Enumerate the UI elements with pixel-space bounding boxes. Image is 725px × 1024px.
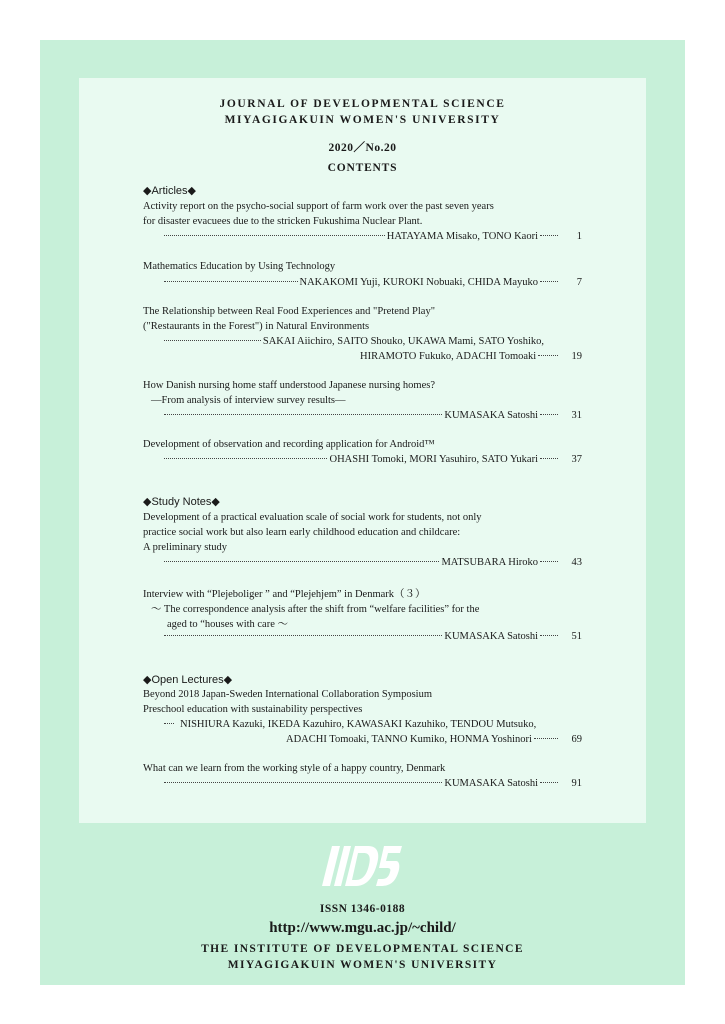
- toc-entry-line: [162, 778, 582, 789]
- leader-dots: [540, 635, 558, 636]
- entry-title-line: practice social work but also learn early childhood education and childcare:: [143, 527, 461, 538]
- entry-title-line: ～ The correspondence analysis after the shift from “welfare facilities” for the: [151, 604, 480, 615]
- leader-dots: [540, 782, 558, 783]
- entry-title-line: The Relationship between Real Food Experiences and "Pretend Play": [143, 306, 435, 317]
- leader-dots: [540, 281, 558, 282]
- entry-title-line: A preliminary study: [143, 542, 227, 553]
- toc-entry-line: [162, 277, 582, 288]
- toc-entry-line: [162, 231, 582, 242]
- leader-dots: [540, 458, 558, 459]
- section-study-notes: ◆Study Notes◆: [143, 496, 220, 508]
- entry-title-line: —From analysis of interview survey results—: [151, 395, 346, 406]
- entry-authors: HIRAMOTO Fukuko, ADACHI Tomoaki: [360, 351, 537, 362]
- page-number: 1: [576, 231, 582, 242]
- entry-title-line: for disaster evacuees due to the stricken Fukushima Nuclear Plant.: [143, 216, 423, 227]
- toc-entry-line: [162, 336, 544, 347]
- leader-dots: [164, 561, 439, 562]
- page-number: 31: [571, 410, 582, 421]
- leader-dots: [164, 723, 174, 724]
- institute-logo: [318, 842, 404, 888]
- entry-authors: MATSUBARA Hiroko: [441, 557, 538, 568]
- section-open-lectures: ◆Open Lectures◆: [143, 674, 233, 686]
- entry-title-line: Beyond 2018 Japan-Sweden International Collaboration Symposium: [143, 689, 432, 700]
- entry-authors: KUMASAKA Satoshi: [444, 778, 538, 789]
- issn: ISSN 1346-0188: [319, 903, 406, 915]
- page-number: 69: [571, 734, 582, 745]
- entry-title-line: How Danish nursing home staff understood Japanese nursing homes?: [143, 380, 436, 391]
- page-number: 43: [571, 557, 582, 568]
- toc-entry-line: [162, 557, 582, 568]
- institute-name: THE INSTITUTE OF DEVELOPMENTAL SCIENCE: [201, 943, 524, 955]
- page-number: 51: [571, 631, 582, 642]
- entry-title-line: Development of a practical evaluation scale of social work for students, not only: [143, 512, 482, 523]
- leader-dots: [164, 458, 327, 459]
- entry-authors: NISHIURA Kazuki, IKEDA Kazuhiro, KAWASAKI Kazuhiko, TENDOU Mutsuko,: [180, 719, 537, 730]
- leader-dots: [540, 561, 558, 562]
- entry-authors: OHASHI Tomoki, MORI Yasuhiro, SATO Yukari: [329, 454, 538, 465]
- leader-dots: [164, 235, 385, 236]
- entry-title-line: Development of observation and recording application for Android™: [143, 439, 435, 450]
- leader-dots: [540, 235, 558, 236]
- leader-dots: [164, 782, 442, 783]
- university-name: MIYAGIGAKUIN WOMEN'S UNIVERSITY: [224, 114, 501, 126]
- entry-title-line: aged to “houses with care ～: [167, 619, 289, 630]
- leader-dots: [164, 340, 261, 341]
- entry-title-line: What can we learn from the working style of a happy country, Denmark: [143, 763, 446, 774]
- entry-authors: NAKAKOMI Yuji, KUROKI Nobuaki, CHIDA Mayuko: [299, 277, 538, 288]
- leader-dots: [164, 635, 442, 636]
- entry-title-line: Mathematics Education by Using Technology: [143, 261, 336, 272]
- entry-authors: HATAYAMA Misako, TONO Kaori: [386, 231, 538, 242]
- entry-authors: SAKAI Aiichiro, SAITO Shouko, UKAWA Mami, SATO Yoshiko,: [262, 336, 544, 347]
- contents-heading: CONTENTS: [327, 162, 398, 174]
- page-number: 7: [576, 277, 582, 288]
- page-number: 19: [571, 351, 582, 362]
- leader-dots: [164, 281, 298, 282]
- toc-entry-line: [162, 410, 582, 421]
- entry-authors: ADACHI Tomoaki, TANNO Kumiko, HONMA Yoshinori: [286, 734, 532, 745]
- website-url[interactable]: http://www.mgu.ac.jp/~child/: [269, 920, 456, 936]
- page-number: 91: [571, 778, 582, 789]
- toc-entry-line: [162, 454, 582, 465]
- entry-title-line: Preschool education with sustainability perspectives: [143, 704, 363, 715]
- leader-dots: [540, 414, 558, 415]
- entry-title-line: Activity report on the psycho-social support of farm work over the past seven years: [143, 201, 494, 212]
- page-number: 37: [571, 454, 582, 465]
- leader-dots: [534, 738, 558, 739]
- journal-title: JOURNAL OF DEVELOPMENTAL SCIENCE: [219, 98, 506, 110]
- leader-dots: [164, 414, 442, 415]
- issue-number: 2020／No.20: [328, 142, 397, 154]
- entry-authors: KUMASAKA Satoshi: [444, 631, 538, 642]
- leader-dots: [538, 355, 558, 356]
- toc-entry-line: [286, 734, 582, 745]
- toc-entry-line: [360, 351, 582, 362]
- entry-title-line: Interview with “Plejeboliger ” and “Plejehjem” in Denmark（３）: [143, 589, 426, 600]
- entry-title-line: ("Restaurants in the Forest") in Natural Environments: [143, 321, 370, 332]
- toc-entry-line: [162, 631, 582, 642]
- section-articles: ◆Articles◆: [143, 185, 196, 197]
- entry-authors: KUMASAKA Satoshi: [444, 410, 538, 421]
- institute-university: MIYAGIGAKUIN WOMEN'S UNIVERSITY: [227, 959, 498, 971]
- toc-entry-line: [162, 719, 546, 730]
